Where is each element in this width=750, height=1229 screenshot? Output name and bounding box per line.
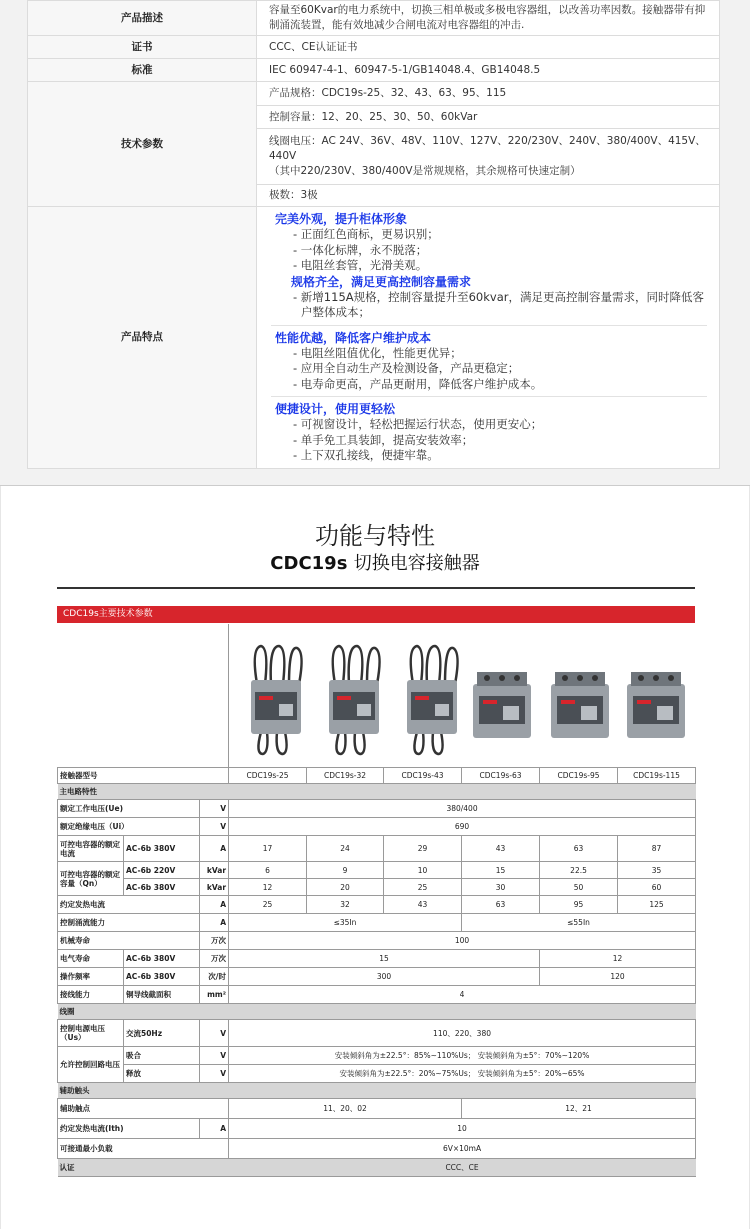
cell: 95 xyxy=(540,896,618,914)
cell: 25 xyxy=(384,879,462,896)
cell: 安装倾斜角为±22.5°：85%~110%Us； 安装倾斜角为±5°：70%~120% xyxy=(229,1047,696,1065)
cert-label: 证书 xyxy=(28,36,257,59)
cell: 30 xyxy=(462,879,540,896)
cell: 22.5 xyxy=(540,862,618,879)
cell: 63 xyxy=(462,896,540,914)
product-name: 切换电容接触器 xyxy=(353,553,480,574)
desc-text: 容量至60Kvar的电力系统中，切换三相单极或多极电容器组，以改善功率因数。接触器带有抑制涌流装置，能有效地减少合闸电流对电容器组的冲击. xyxy=(257,1,720,36)
cell: 32 xyxy=(307,896,384,914)
cell: 4 xyxy=(229,986,696,1004)
feature-item: - 上下双孔接线，便捷牢靠。 xyxy=(293,448,439,462)
cell: 额定工作电压(Ue) xyxy=(58,800,200,818)
cell: 可控电容器的额定容量（Qn） xyxy=(58,862,124,896)
cell: 操作频率 xyxy=(58,968,124,986)
cell: 63 xyxy=(540,836,618,862)
cell: 300 xyxy=(229,968,540,986)
feature-item: - 单手免工具装卸，提高安装效率； xyxy=(293,432,474,447)
cell: 43 xyxy=(384,896,462,914)
cell: 35 xyxy=(618,862,696,879)
cell: 12 xyxy=(540,950,696,968)
product-title xyxy=(0,549,750,575)
cell: 12、21 xyxy=(462,1099,696,1119)
cell: 万次 xyxy=(200,932,229,950)
cell: 电气寿命 xyxy=(58,950,124,968)
cell: 接线能力 xyxy=(58,986,124,1004)
cell: 20 xyxy=(307,879,384,896)
cell: 允许控制回路电压 xyxy=(58,1047,124,1083)
cell: mm² xyxy=(200,986,229,1004)
cell: 机械寿命 xyxy=(58,932,200,950)
page-border-left xyxy=(0,486,1,1229)
contactor-photo-43 xyxy=(401,644,463,756)
group-header: 主电路特性 xyxy=(58,784,696,800)
title-rule xyxy=(57,587,695,589)
tech-label: 技术参数 xyxy=(28,82,257,207)
cell: 10 xyxy=(229,1119,696,1139)
cell: V xyxy=(200,1047,229,1065)
tech-poles-row: 极数：3极 xyxy=(257,185,720,207)
feature-item: - 正面红色商标，更易识别； xyxy=(293,227,439,241)
cell: 12 xyxy=(229,879,307,896)
cell: AC-6b 380V xyxy=(124,950,200,968)
cell: 9 xyxy=(307,862,384,879)
cell: 87 xyxy=(618,836,696,862)
contactor-photo-115 xyxy=(625,644,687,756)
feature-heading: 完美外观，提升柜体形象 xyxy=(275,212,408,226)
cell: A xyxy=(200,914,229,932)
tech-param-table xyxy=(57,767,696,1177)
cell: kVar xyxy=(200,862,229,879)
features-cell xyxy=(257,207,720,469)
feature-group xyxy=(271,397,707,468)
cell: 可接通最小负载 xyxy=(58,1139,229,1159)
std-label: 标准 xyxy=(28,59,257,82)
cell: 125 xyxy=(618,896,696,914)
cert-value: CCC、CE认证证书 xyxy=(257,36,720,59)
cell: 次/时 xyxy=(200,968,229,986)
cell: 控制涌流能力 xyxy=(58,914,200,932)
cell: 约定发热电流 xyxy=(58,896,200,914)
cell: 25 xyxy=(229,896,307,914)
cell: 100 xyxy=(229,932,696,950)
cell: 15 xyxy=(462,862,540,879)
cell: 11、20、02 xyxy=(229,1099,462,1119)
cell: 29 xyxy=(384,836,462,862)
feature-item: - 可视窗设计，轻松把握运行状态，使用更安心； xyxy=(293,417,543,431)
contactor-photo-63 xyxy=(471,644,533,756)
cell: 690 xyxy=(229,818,696,836)
feature-group xyxy=(271,326,707,398)
feature-item: - 电阻丝套管，光滑美观。 xyxy=(293,258,428,272)
cell: 24 xyxy=(307,836,384,862)
cell: V xyxy=(200,1065,229,1083)
cell: CCC、CE xyxy=(229,1159,696,1177)
spec-table xyxy=(27,0,720,469)
product-model: CDC19s xyxy=(270,553,348,574)
cell: 吸合 xyxy=(124,1047,200,1065)
feat-label: 产品特点 xyxy=(28,207,257,469)
tech-capacity-row: 控制容量：12、20、25、30、50、60kVar xyxy=(257,106,720,129)
cell: 120 xyxy=(540,968,696,986)
section-divider xyxy=(0,485,750,486)
cell: 约定发热电流(Ith) xyxy=(58,1119,200,1139)
cell: AC-6b 380V xyxy=(124,968,200,986)
cell: 控制电源电压（Us） xyxy=(58,1020,124,1047)
cell: ≤35In xyxy=(229,914,462,932)
contactor-photo-25 xyxy=(245,644,307,756)
cell: 380/400 xyxy=(229,800,696,818)
cell: 110、220、380 xyxy=(229,1020,696,1047)
cell: CDC19s-95 xyxy=(540,768,618,784)
cell: 辅助触点 xyxy=(58,1099,229,1119)
cell: 万次 xyxy=(200,950,229,968)
feature-item: - 应用全自动生产及检测设备，产品更稳定； xyxy=(293,361,520,375)
cell: 额定绝缘电压（Ui） xyxy=(58,818,200,836)
feature-item: - 电寿命更高，产品更耐用，降低客户维护成本。 xyxy=(293,376,543,391)
tech-spec-row: 产品规格：CDC19s-25、32、43、63、95、115 xyxy=(257,82,720,106)
cell: V xyxy=(200,800,229,818)
cell: 安装倾斜角为±22.5°：20%~75%Us； 安装倾斜角为±5°：20%~65% xyxy=(229,1065,696,1083)
cell: A xyxy=(200,896,229,914)
contactor-photo-95 xyxy=(549,644,611,756)
cell: 60 xyxy=(618,879,696,896)
group-header: 辅助触头 xyxy=(58,1083,696,1099)
cell: 6V×10mA xyxy=(229,1139,696,1159)
tech-coil-row xyxy=(257,129,720,185)
cell: A xyxy=(200,1119,229,1139)
spec-banner: CDC19s主要技术参数 xyxy=(57,606,695,623)
feature-item: - 电阻丝阻值优化，性能更优异； xyxy=(293,345,462,360)
feature-heading: 性能优越，降低客户维护成本 xyxy=(275,330,432,345)
cell: CDC19s-63 xyxy=(462,768,540,784)
cell: 6 xyxy=(229,862,307,879)
section-title: 功能与特性 xyxy=(315,522,435,550)
cell: ≤55In xyxy=(462,914,696,932)
coil-note-line: （其中220/230V、380/400V是常规规格，其余规格可快速定制） xyxy=(269,165,581,177)
cell: AC-6b 380V xyxy=(124,879,200,896)
group-header: 线圈 xyxy=(58,1004,696,1020)
feature-item: - 一体化标牌，永不脱落； xyxy=(293,242,428,257)
cell: kVar xyxy=(200,879,229,896)
cell: 交流50Hz xyxy=(124,1020,200,1047)
feature-item: - 新增115A规格，控制容量提升至60kvar，满足更高控制容量需求，同时降低客户整体成本； xyxy=(293,289,704,319)
feature-group xyxy=(271,207,707,326)
cell: 50 xyxy=(540,879,618,896)
model-row xyxy=(58,768,696,784)
feature-heading: 便捷设计，使用更轻松 xyxy=(275,402,396,416)
std-value: IEC 60947-4-1、60947-5-1/GB14048.4、GB14048.5 xyxy=(257,59,720,82)
cell: V xyxy=(200,1020,229,1047)
desc-label: 产品描述 xyxy=(28,1,257,36)
cell: AC-6b 380V xyxy=(124,836,200,862)
cell: CDC19s-43 xyxy=(384,768,462,784)
cell: 认证 xyxy=(58,1159,229,1177)
cell: 43 xyxy=(462,836,540,862)
cell: V xyxy=(200,818,229,836)
cell: AC-6b 220V xyxy=(124,862,200,879)
cell: 释放 xyxy=(124,1065,200,1083)
cell: CDC19s-32 xyxy=(307,768,384,784)
cell: 接触器型号 xyxy=(58,768,229,784)
feature-heading: 规格齐全，满足更高控制容量需求 xyxy=(291,274,472,289)
cell: 铜导线截面积 xyxy=(124,986,200,1004)
cell: CDC19s-25 xyxy=(229,768,307,784)
coil-voltage-line: 线圈电压：AC 24V、36V、48V、110V、127V、220/230V、240V、380/400V、415V、440V xyxy=(269,135,706,162)
contactor-photo-32 xyxy=(323,644,385,756)
product-spec-section xyxy=(0,0,750,485)
cell: 17 xyxy=(229,836,307,862)
cell: 15 xyxy=(229,950,540,968)
cell: A xyxy=(200,836,229,862)
product-photos xyxy=(228,624,695,767)
cell: 可控电容器的额定电流 xyxy=(58,836,124,862)
cell: CDC19s-115 xyxy=(618,768,696,784)
cell: 10 xyxy=(384,862,462,879)
